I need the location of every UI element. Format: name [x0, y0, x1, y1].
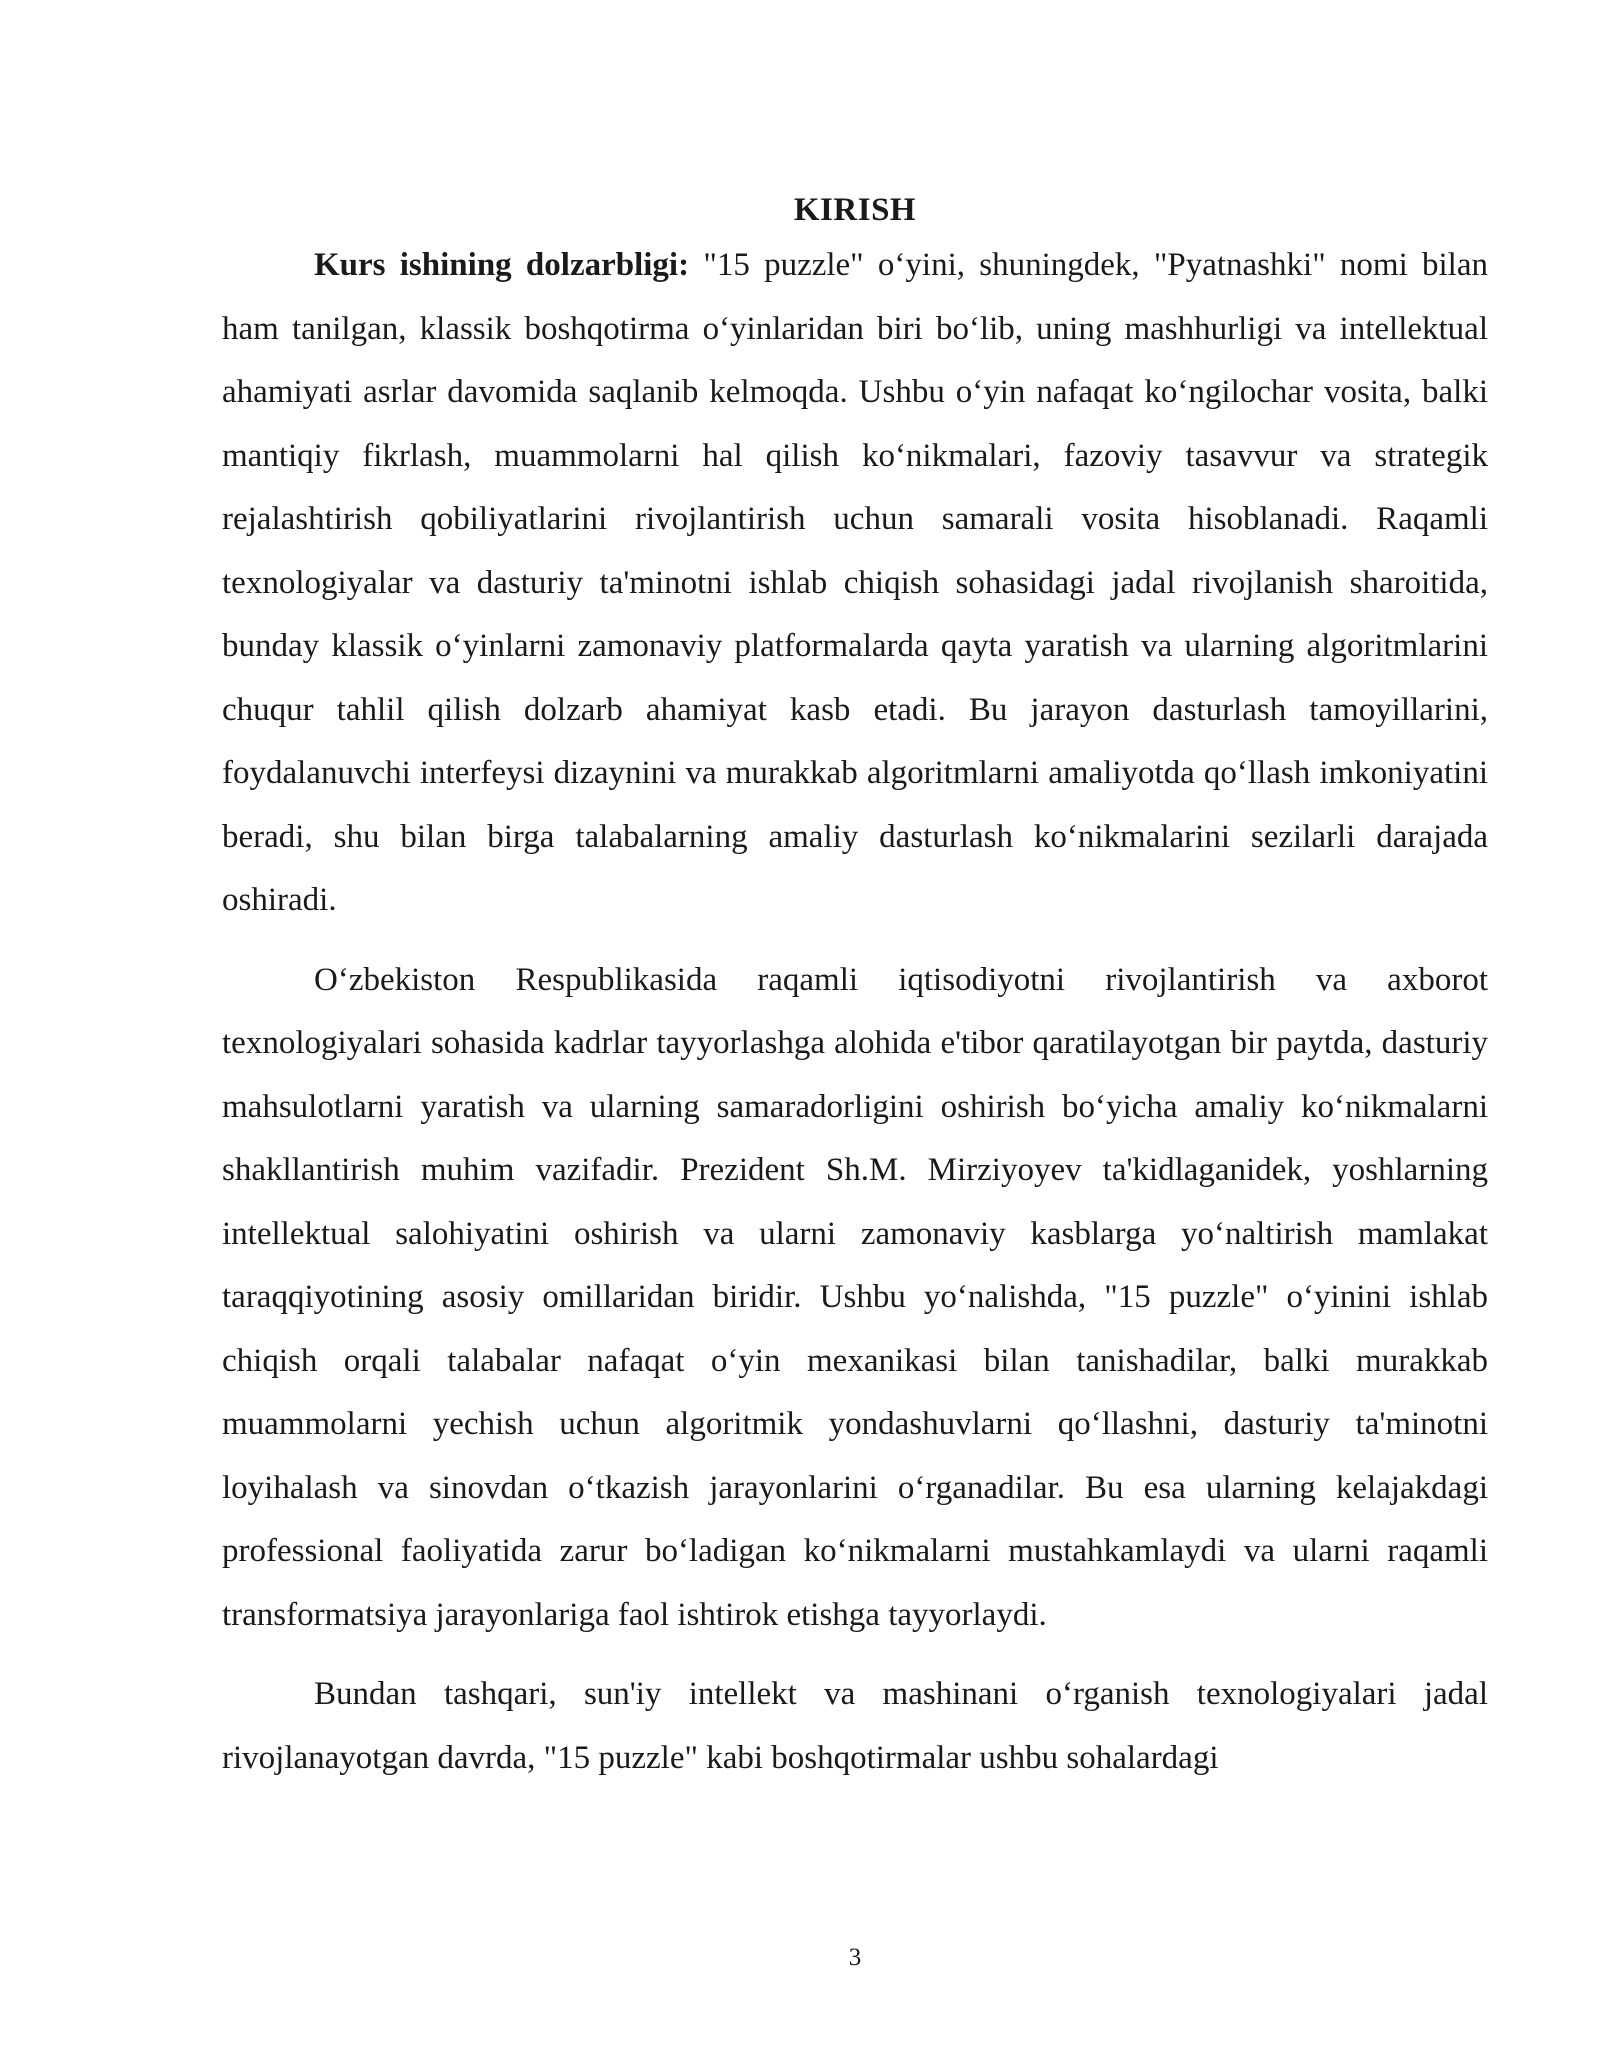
page-number: 3: [848, 1944, 862, 1971]
paragraph-text: O‘zbekiston Respublikasida raqamli iqtisodiyotni rivojlantirish va axborot texnologiyalari sohasida kadrlar tayyorlashga alohida e'tibor qaratilayotgan bir paytda, dasturiy mahsulotlarni yaratish va ularning samaradorligini oshirish bo‘yicha amaliy ko‘nikmalarni shakllantirish muhim vazifadir. Prezident Sh.M. Mirziyoyev ta'kidlaganidek, yoshlarning intellektual salohiyatini oshirish va ularni zamonaviy kasblarga yo‘naltirish mamlakat taraqqiyotining asosiy omillaridan biridir. Ushbu yo‘nalishda, "15 puzzle" o‘yinini ishlab chiqish orqali talabalar nafaqat o‘yin mexanikasi bilan tanishadilar, balki murakkab muammolarni yechish uchun algoritmik yondashuvlarni qo‘llashni, dasturiy ta'minotni loyihalash va sinovdan o‘tkazish jarayonlarini o‘rganadilar. Bu esa ularning kelajakdagi professional faoliyatida zarur bo‘ladigan ko‘nikmalarni mustahkamlaydi va ularni raqamli transformatsiya jarayonlariga faol ishtirok etishga tayyorlaydi.: [222, 961, 1488, 1633]
body-text: [222, 234, 1488, 1790]
section-heading: KIRISH: [793, 192, 917, 228]
paragraph-relevance: [222, 234, 1488, 933]
paragraph-text: "15 puzzle" o‘yini, shuningdek, "Pyatnashki" nomi bilan ham tanilgan, klassik boshqotirma o‘yinlaridan biri bo‘lib, uning mashhurligi va intellektual ahamiyati asrlar davomida saqlanib kelmoqda. Ushbu o‘yin nafaqat ko‘ngilochar vosita, balki mantiqiy fikrlash, muammolarni hal qilish ko‘nikmalari, fazoviy tasavvur va strategik rejalashtirish qobiliyatlarini rivojlantirish uchun samarali vosita hisoblanadi. Raqamli texnologiyalar va dasturiy ta'minotni ishlab chiqish sohasidagi jadal rivojlanish sharoitida, bunday klassik o‘yinlarni zamonaviy platformalarda qayta yaratish va ularning algoritmlarini chuqur tahlil qilish dolzarb ahamiyat kasb etadi. Bu jarayon dasturlash tamoyillarini, foydalanuvchi interfeysi dizaynini va murakkab algoritmlarni amaliyotda qo‘llash imkoniyatini beradi, shu bilan birga talabalarning amaliy dasturlash ko‘nikmalarini sezilarli darajada oshiradi.: [222, 247, 1488, 918]
paragraph-lead: Kurs ishining dolzarbligi:: [314, 247, 690, 283]
paragraph-ai: [222, 1663, 1488, 1790]
paragraph-uzbekistan: [222, 949, 1488, 1648]
paragraph-text: Bundan tashqari, sun'iy intellekt va mashinani o‘rganish texnologiyalari jadal rivojlanayotgan davrda, "15 puzzle" kabi boshqotirmalar ushbu sohalardagi: [222, 1676, 1488, 1776]
